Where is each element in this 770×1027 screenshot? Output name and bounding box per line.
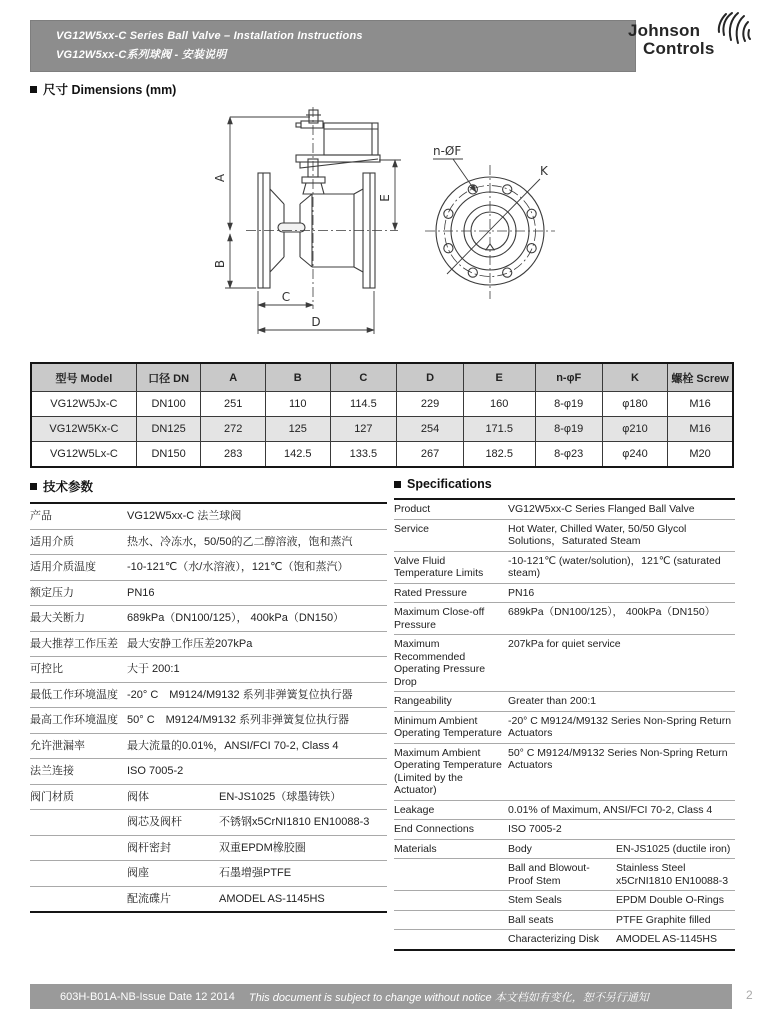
row-label: 允许泄漏率 [30,739,85,752]
row-value: 0.01% of Maximum, ANSI/FCI 70-2, Class 4 [508,803,713,816]
flange-holes-label: n-ØF [433,144,462,158]
row-value: -10-121℃ (water/solution)，121℃ (saturated steam) [508,554,721,579]
material-value: 石墨增强PTFE [219,867,292,879]
cell-nf: 8-φ23 [535,442,602,468]
material-value: 双重EPDM橡胶圈 [219,841,306,854]
row-value: PN16 [508,586,535,599]
row-value: -20° C M9124/M9132 系列非弹簧复位执行器 [127,688,353,701]
tech-params-table [30,502,387,913]
spec-row-materials [30,810,387,836]
col-header-d: D [397,363,464,392]
col-header-screw: 螺栓 Screw [668,363,733,392]
cell-e: 160 [463,392,535,417]
cell-a: 251 [201,392,266,417]
col-header-k: K [602,363,667,392]
cell-dn: DN125 [136,417,201,442]
row-value: 689kPa（DN100/125）， 400kPa（DN150） [127,612,345,624]
spec-row [30,657,387,683]
dim-label-a: A [213,173,227,183]
tech-heading-label: 技术参数 [43,480,94,494]
material-value: EN-JS1025（球墨铸铁） [219,790,342,803]
dim-label-e: E [378,194,392,202]
material-name: 阀座 [127,867,149,879]
spec-row [394,584,735,604]
valve-dimension-drawing [150,103,620,353]
material-name: Characterizing Disk [508,933,600,945]
cell-b: 142.5 [265,442,330,468]
row-value: PN16 [127,586,155,599]
row-value: -20° C M9124/M9132 Series Non-Spring Return Actuators [508,714,732,739]
col-header-a: A [201,363,266,392]
cell-d: 229 [397,392,464,417]
footer-notice: This document is subject to change without notice 本文档如有变化，恕不另行通知 [248,991,649,1004]
spec-row [30,606,387,632]
cell-dn: DN100 [136,392,201,417]
row-value: 50° C M9124/M9132 系列非弹簧复位执行器 [127,714,350,726]
footer-doc-code: 603H-B01A-NB-Issue Date 12 2014 [60,990,235,1003]
material-name: 配流碟片 [127,892,171,905]
cell-nf: 8-φ19 [535,417,602,442]
spec-row-materials [30,861,387,887]
row-label: 最大推荐工作压差 [30,637,118,650]
cell-dn: DN150 [136,442,201,468]
spec-row-materials [394,840,735,860]
spec-row [394,712,735,744]
row-label: Valve Fluid Temperature Limits [394,554,484,579]
section-bullet [30,86,37,93]
spec-row [394,744,735,801]
dimensions-table [30,362,734,468]
spec-row [394,801,735,821]
section-bullet [394,481,401,488]
material-name: 阀芯及阀杆 [127,816,182,828]
spec-row [394,500,735,520]
material-value: EPDM Double O-Rings [616,894,724,906]
row-value: 50° C M9124/M9132 Series Non-Spring Return Actuators [508,746,728,771]
cell-c: 114.5 [330,392,397,417]
material-name: Ball seats [508,913,554,926]
row-label: 适用介质 [30,535,74,548]
spec-row-materials [394,859,735,891]
specifications-section [394,477,735,951]
spec-row [30,555,387,581]
spec-heading-label: Specifications [407,477,492,491]
material-value: AMODEL AS-1145HS [219,892,325,905]
cell-a: 283 [201,442,266,468]
table-row [31,442,733,468]
spec-row [30,734,387,760]
row-label: 最大关断力 [30,612,85,624]
bolt-circle-label: K [540,164,548,178]
section-bullet [30,483,37,490]
spec-row [30,683,387,709]
specifications-table [394,498,735,951]
material-name: 阀杆密封 [127,841,171,854]
row-label: 法兰连接 [30,765,74,777]
cell-e: 182.5 [463,442,535,468]
spec-row [30,632,387,658]
material-name: Stem Seals [508,894,562,906]
spec-row-materials [30,887,387,912]
row-label: 阀门材质 [30,790,74,803]
dimensions-heading-label: 尺寸 Dimensions (mm) [43,83,177,97]
spec-row-materials [394,911,735,931]
spec-row-materials [30,836,387,862]
dim-label-d: D [311,315,321,329]
col-header-e: E [463,363,535,392]
spec-row [394,552,735,584]
dim-label-c: C [281,290,291,304]
material-value: EN-JS1025 (ductile iron) [616,842,731,855]
spec-row [394,520,735,552]
material-value: PTFE Graphite filled [616,913,711,926]
table-row [31,392,733,417]
spec-row [394,603,735,635]
cell-nf: 8-φ19 [535,392,602,417]
dim-label-b: B [213,259,227,269]
row-label: 额定压力 [30,586,74,599]
spec-row [30,530,387,556]
brand-line1: Johnson [628,21,701,40]
row-label: Rated Pressure [394,586,467,599]
row-value: 最大安静工作压差207kPa [127,637,253,650]
row-value: Greater than 200:1 [508,695,597,707]
cell-d: 267 [397,442,464,468]
row-label: End Connections [394,823,474,835]
johnson-controls-logo [622,10,752,66]
row-value: VG12W5xx-C Series Flanged Ball Valve [508,503,695,515]
brand-line2: Controls [643,39,715,58]
row-value: 207kPa for quiet service [508,638,621,650]
row-label: 可控比 [30,663,63,675]
cell-d: 254 [397,417,464,442]
row-value: 大于 200:1 [127,663,180,675]
row-value: ISO 7005-2 [127,765,184,777]
spec-row [30,504,387,530]
table-row [31,417,733,442]
cell-a: 272 [201,417,266,442]
tech-params-heading [30,477,387,495]
col-header-nf: n-φF [535,363,602,392]
cell-model: VG12W5Jx-C [31,392,136,417]
dim-table-header-row [31,363,733,392]
cell-c: 127 [330,417,397,442]
spec-row-materials [30,785,387,811]
row-label: 产品 [30,510,52,522]
row-value: Hot Water, Chilled Water, 50/50 Glycol Solutions，Saturated Steam [508,522,687,547]
spec-row [394,820,735,840]
johnson-controls-swirl-icon [712,10,752,50]
spec-row [394,692,735,712]
row-value: 689kPa（DN100/125）， 400kPa（DN150） [508,606,716,618]
tech-params-section [30,477,387,913]
header-bar [30,20,636,72]
col-header-model: 型号 Model [31,363,136,392]
material-name: Body [508,842,532,855]
cell-screw: M16 [668,417,733,442]
row-label: 最高工作环境温度 [30,714,118,726]
col-header-b: B [265,363,330,392]
col-header-c: C [330,363,397,392]
footer-bar [30,984,732,1009]
row-value: 最大流量的0.01%，ANSI/FCI 70-2, Class 4 [127,739,339,752]
row-value: VG12W5xx-C 法兰球阀 [127,510,242,522]
cell-screw: M20 [668,442,733,468]
cell-screw: M16 [668,392,733,417]
material-name: Ball and Blowout-Proof Stem [508,862,590,887]
cell-c: 133.5 [330,442,397,468]
cell-k: φ180 [602,392,667,417]
spec-row [30,581,387,607]
cell-model: VG12W5Kx-C [31,417,136,442]
spec-row-materials [394,891,735,911]
col-header-dn: 口径 DN [136,363,201,392]
row-label: Product [394,503,431,515]
row-label: Maximum Close-off Pressure [394,606,485,631]
dimensions-section-heading [30,80,176,98]
material-name: 阀体 [127,790,149,803]
row-value: 热水、冷冻水，50/50的乙二醇溶液，饱和蒸汽 [127,535,353,548]
header-title-zh: VG12W5xx-C系列球阀 - 安装说明 [56,49,227,61]
cell-model: VG12W5Lx-C [31,442,136,468]
row-label: Rangeability [394,695,452,707]
header-title-en: VG12W5xx-C Series Ball Valve – Installation Instructions [56,30,363,42]
page-number: 2 [746,988,753,1002]
row-value: ISO 7005-2 [508,823,562,835]
row-label: Minimum Ambient Operating Temperature [394,714,502,739]
spec-row [30,708,387,734]
row-label: Leakage [394,803,435,816]
specifications-heading [394,477,735,491]
spec-row [30,759,387,785]
row-label: 适用介质温度 [30,561,96,573]
row-value: -10-121℃（水/水溶液），121℃（饱和蒸汽） [127,561,349,573]
spec-row [394,635,735,692]
row-label: Materials [394,842,437,855]
cell-b: 110 [265,392,330,417]
cell-k: φ240 [602,442,667,468]
cell-b: 125 [265,417,330,442]
row-label: Maximum Recommended Operating Pressure Drop [394,638,486,688]
material-value: 不锈钢x5CrNI1810 EN10088-3 [219,816,370,828]
material-value: Stainless Steel x5CrNI1810 EN10088-3 [616,862,729,887]
spec-row-materials [394,930,735,949]
row-label: Service [394,522,430,535]
row-label: Maximum Ambient Operating Temperature (Limited by the Actuator) [394,746,502,796]
cell-k: φ210 [602,417,667,442]
cell-e: 171.5 [463,417,535,442]
row-label: 最低工作环境温度 [30,688,118,701]
material-value: AMODEL AS-1145HS [616,933,717,945]
